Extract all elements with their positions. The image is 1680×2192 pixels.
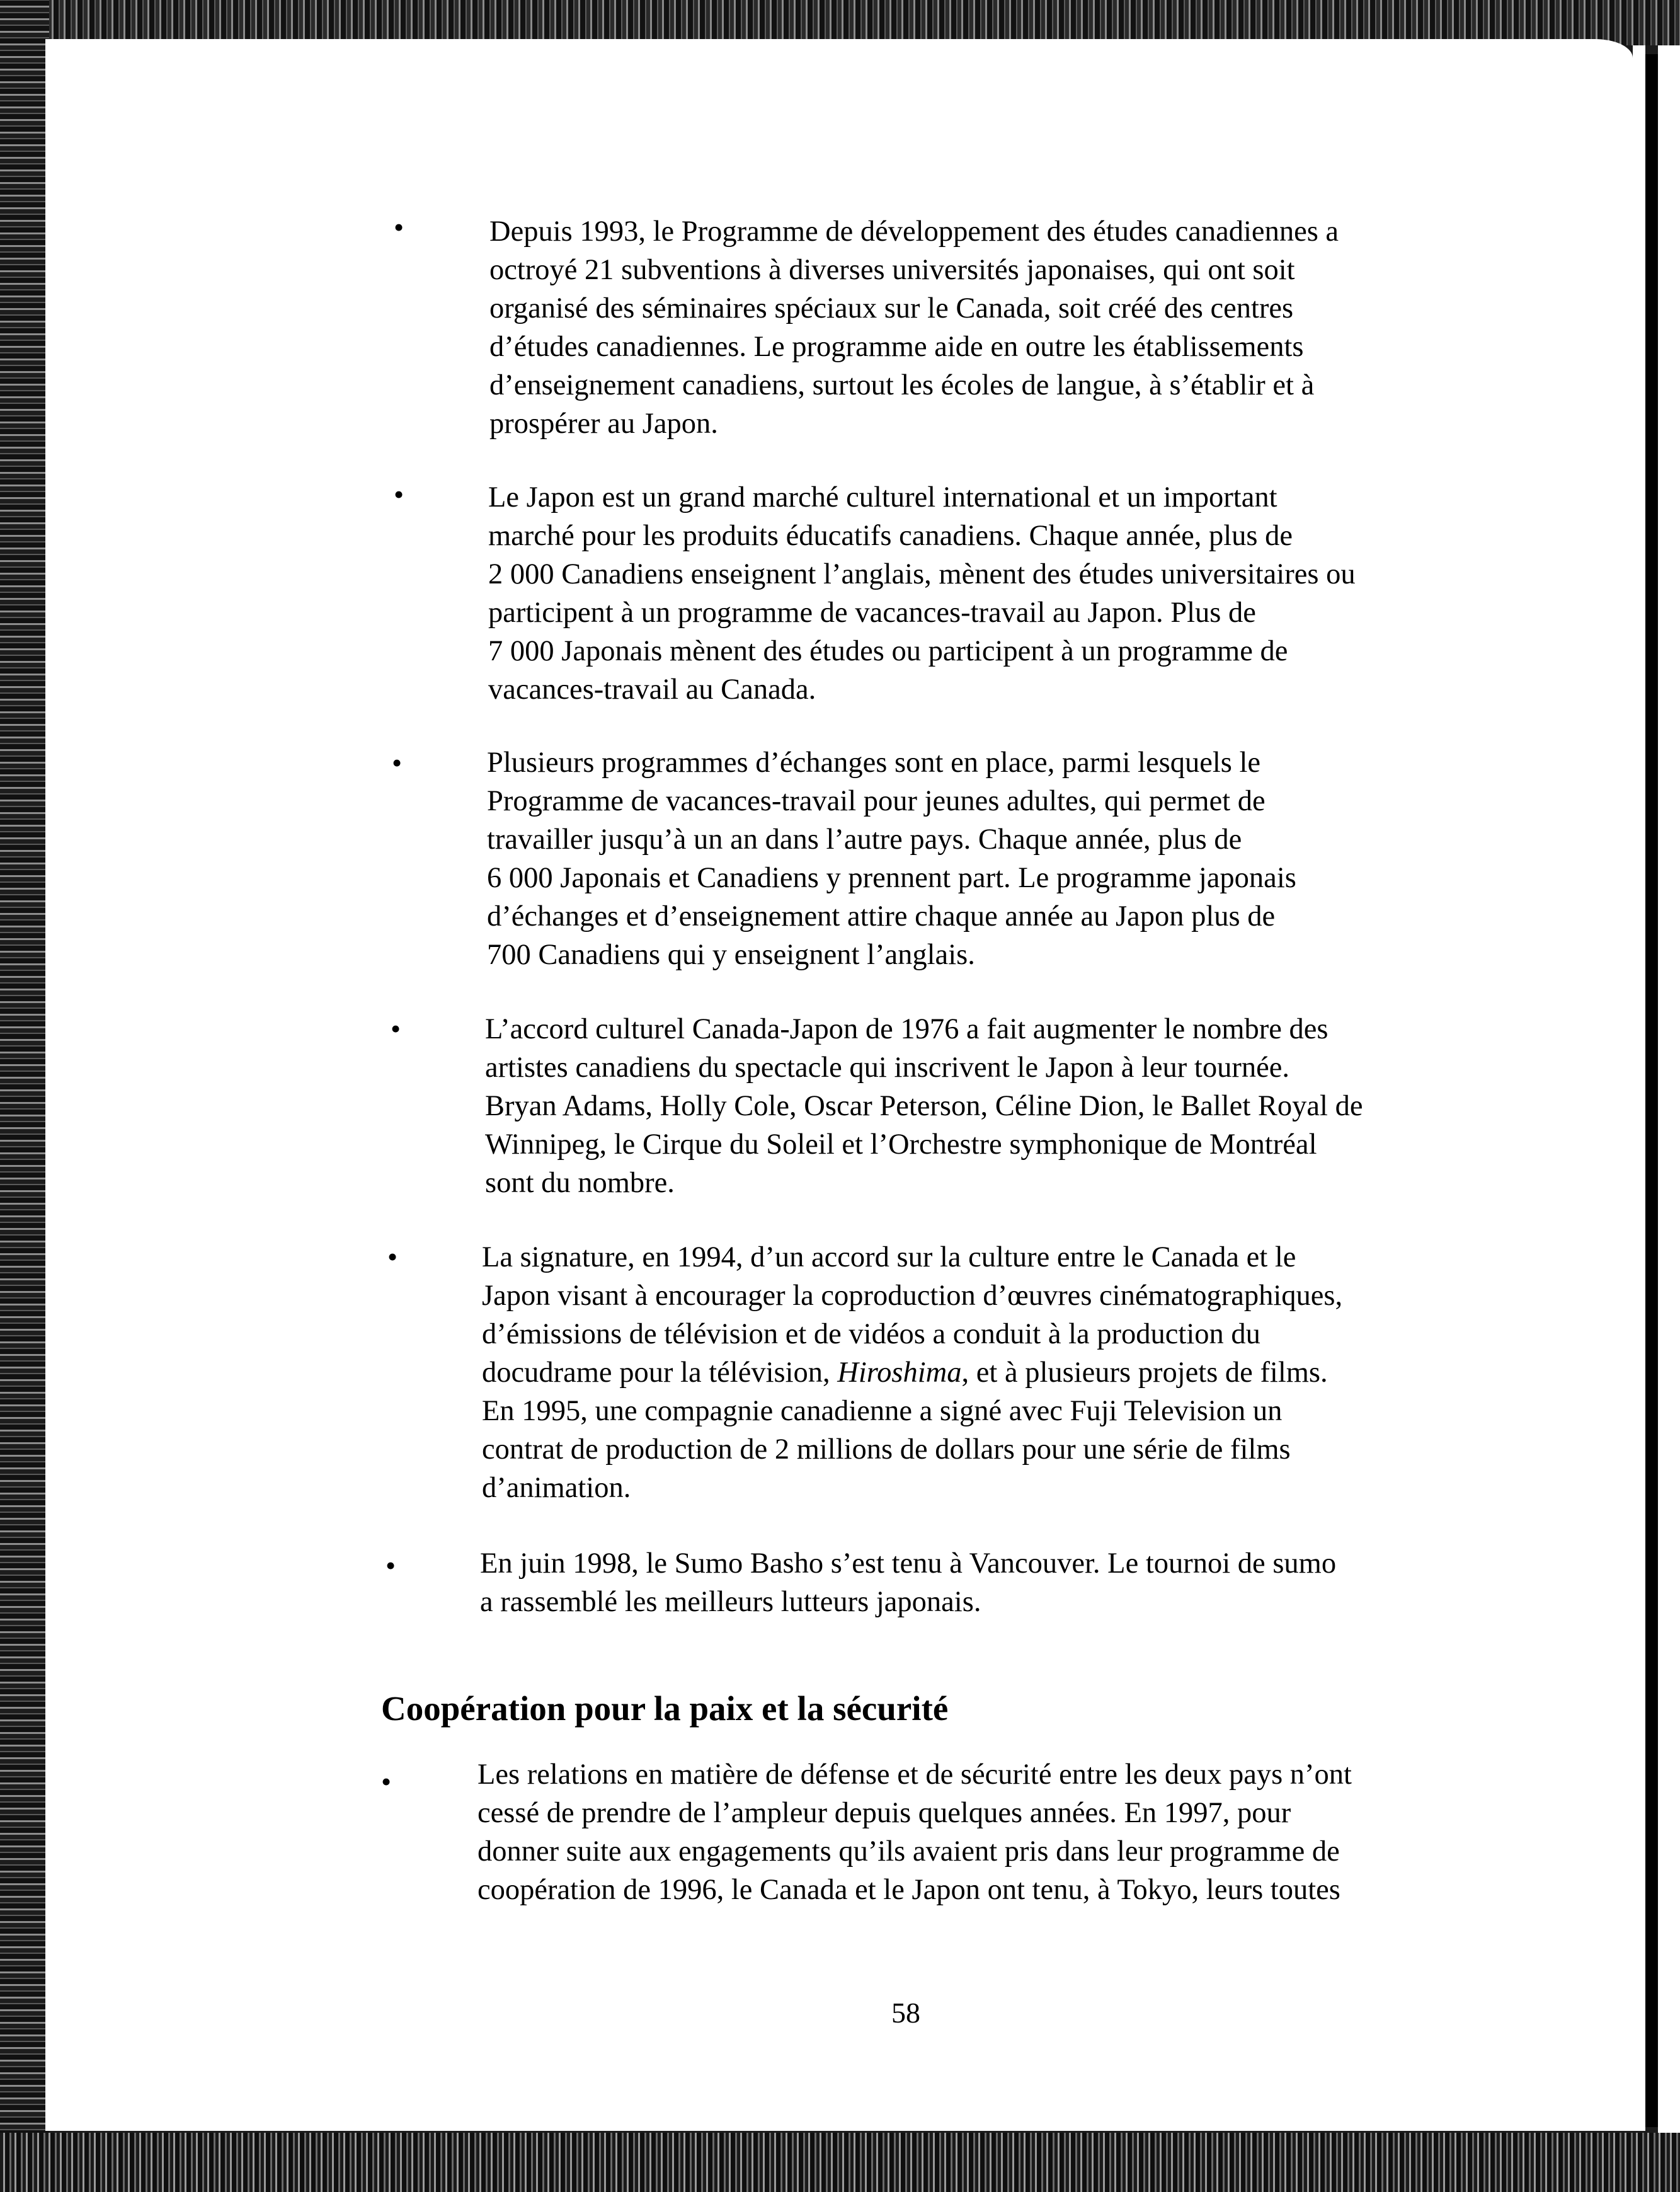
- bullet-marker: •: [392, 747, 403, 779]
- bullet-paragraph: [482, 1238, 1342, 1507]
- text-line: a rassemblé les meilleurs lutteurs japonais.: [480, 1586, 981, 1618]
- bullet-paragraph: [480, 1544, 1336, 1621]
- bullet-marker: •: [391, 1013, 401, 1045]
- text-line: d’enseignement canadiens, surtout les écoles de langue, à s’établir et à: [489, 369, 1315, 401]
- text-line: [482, 1353, 1342, 1392]
- text-line: marché pour les produits éducatifs canadiens. Chaque année, plus de: [488, 520, 1293, 552]
- text-line: Le Japon est un grand marché culturel international et un important: [488, 481, 1277, 514]
- bullet-paragraph: [487, 743, 1296, 974]
- text-line: vacances-travail au Canada.: [488, 674, 816, 706]
- text-segment: docudrame pour la télévision,: [482, 1357, 838, 1389]
- text-line: Les relations en matière de défense et de sécurité entre les deux pays n’ont: [477, 1759, 1352, 1791]
- bullet-marker: •: [381, 1765, 392, 1798]
- bullet-marker: •: [394, 478, 404, 510]
- text-line: coopération de 1996, le Canada et le Japon ont tenu, à Tokyo, leurs toutes: [477, 1874, 1340, 1906]
- text-line: donner suite aux engagements qu’ils avaient pris dans leur programme de: [477, 1835, 1340, 1868]
- bullet-paragraph: [488, 478, 1356, 709]
- text-line: 700 Canadiens qui y enseignent l’anglais.: [487, 939, 975, 971]
- text-line: En 1995, une compagnie canadienne a signé avec Fuji Television un: [482, 1395, 1283, 1427]
- text-line: La signature, en 1994, d’un accord sur la culture entre le Canada et le: [482, 1241, 1296, 1273]
- text-line: participent à un programme de vacances-travail au Japon. Plus de: [488, 597, 1256, 629]
- text-line: Bryan Adams, Holly Cole, Oscar Peterson, Céline Dion, le Ballet Royal de: [485, 1090, 1363, 1122]
- text-line: d’échanges et d’enseignement attire chaque année au Japon plus de: [487, 900, 1276, 932]
- text-line: organisé des séminaires spéciaux sur le Canada, soit créé des centres: [489, 292, 1294, 324]
- bullet-marker: •: [386, 1549, 396, 1581]
- text-line: travailler jusqu’à un an dans l’autre pays. Chaque année, plus de: [487, 823, 1242, 856]
- text-segment: , et à plusieurs projets de films.: [961, 1357, 1328, 1389]
- text-line: Winnipeg, le Cirque du Soleil et l’Orchestre symphonique de Montréal: [485, 1128, 1317, 1161]
- text-line: 7 000 Japonais mènent des études ou participent à un programme de: [488, 635, 1288, 667]
- bullet-paragraph: [485, 1010, 1363, 1202]
- text-line: Depuis 1993, le Programme de développement des études canadiennes a: [489, 215, 1339, 248]
- text-line: d’études canadiennes. Le programme aide en outre les établissements: [489, 331, 1304, 363]
- section-heading: Coopération pour la paix et la sécurité: [381, 1689, 949, 1728]
- text-line: cessé de prendre de l’ampleur depuis quelques années. En 1997, pour: [477, 1797, 1291, 1829]
- film-title: Hiroshima: [837, 1357, 962, 1389]
- bullet-paragraph: [489, 212, 1339, 443]
- text-line: artistes canadiens du spectacle qui inscrivent le Japon à leur tournée.: [485, 1052, 1289, 1084]
- text-line: Japon visant à encourager la coproduction d’œuvres cinématographiques,: [482, 1280, 1343, 1312]
- text-line: sont du nombre.: [485, 1167, 675, 1199]
- bullet-paragraph: [477, 1755, 1352, 1909]
- page-number: 58: [891, 1997, 920, 2029]
- text-line: Plusieurs programmes d’échanges sont en place, parmi lesquels le: [487, 747, 1261, 779]
- text-line: En juin 1998, le Sumo Basho s’est tenu à Vancouver. Le tournoi de sumo: [480, 1547, 1337, 1580]
- text-line: L’accord culturel Canada-Japon de 1976 a fait augmenter le nombre des: [485, 1013, 1329, 1045]
- text-line: contrat de production de 2 millions de dollars pour une série de films: [482, 1433, 1291, 1466]
- bullet-marker: •: [387, 1241, 398, 1273]
- text-line: d’animation.: [482, 1472, 631, 1504]
- text-line: prospérer au Japon.: [489, 408, 718, 440]
- text-line: Programme de vacances-travail pour jeunes adultes, qui permet de: [487, 785, 1266, 817]
- text-line: 6 000 Japonais et Canadiens y prennent part. Le programme japonais: [487, 862, 1296, 894]
- bullet-marker: •: [394, 211, 404, 243]
- text-line: d’émissions de télévision et de vidéos a conduit à la production du: [482, 1318, 1260, 1350]
- text-line: 2 000 Canadiens enseignent l’anglais, mènent des études universitaires ou: [488, 558, 1356, 590]
- text-line: octroyé 21 subventions à diverses universités japonaises, qui ont soit: [489, 254, 1295, 286]
